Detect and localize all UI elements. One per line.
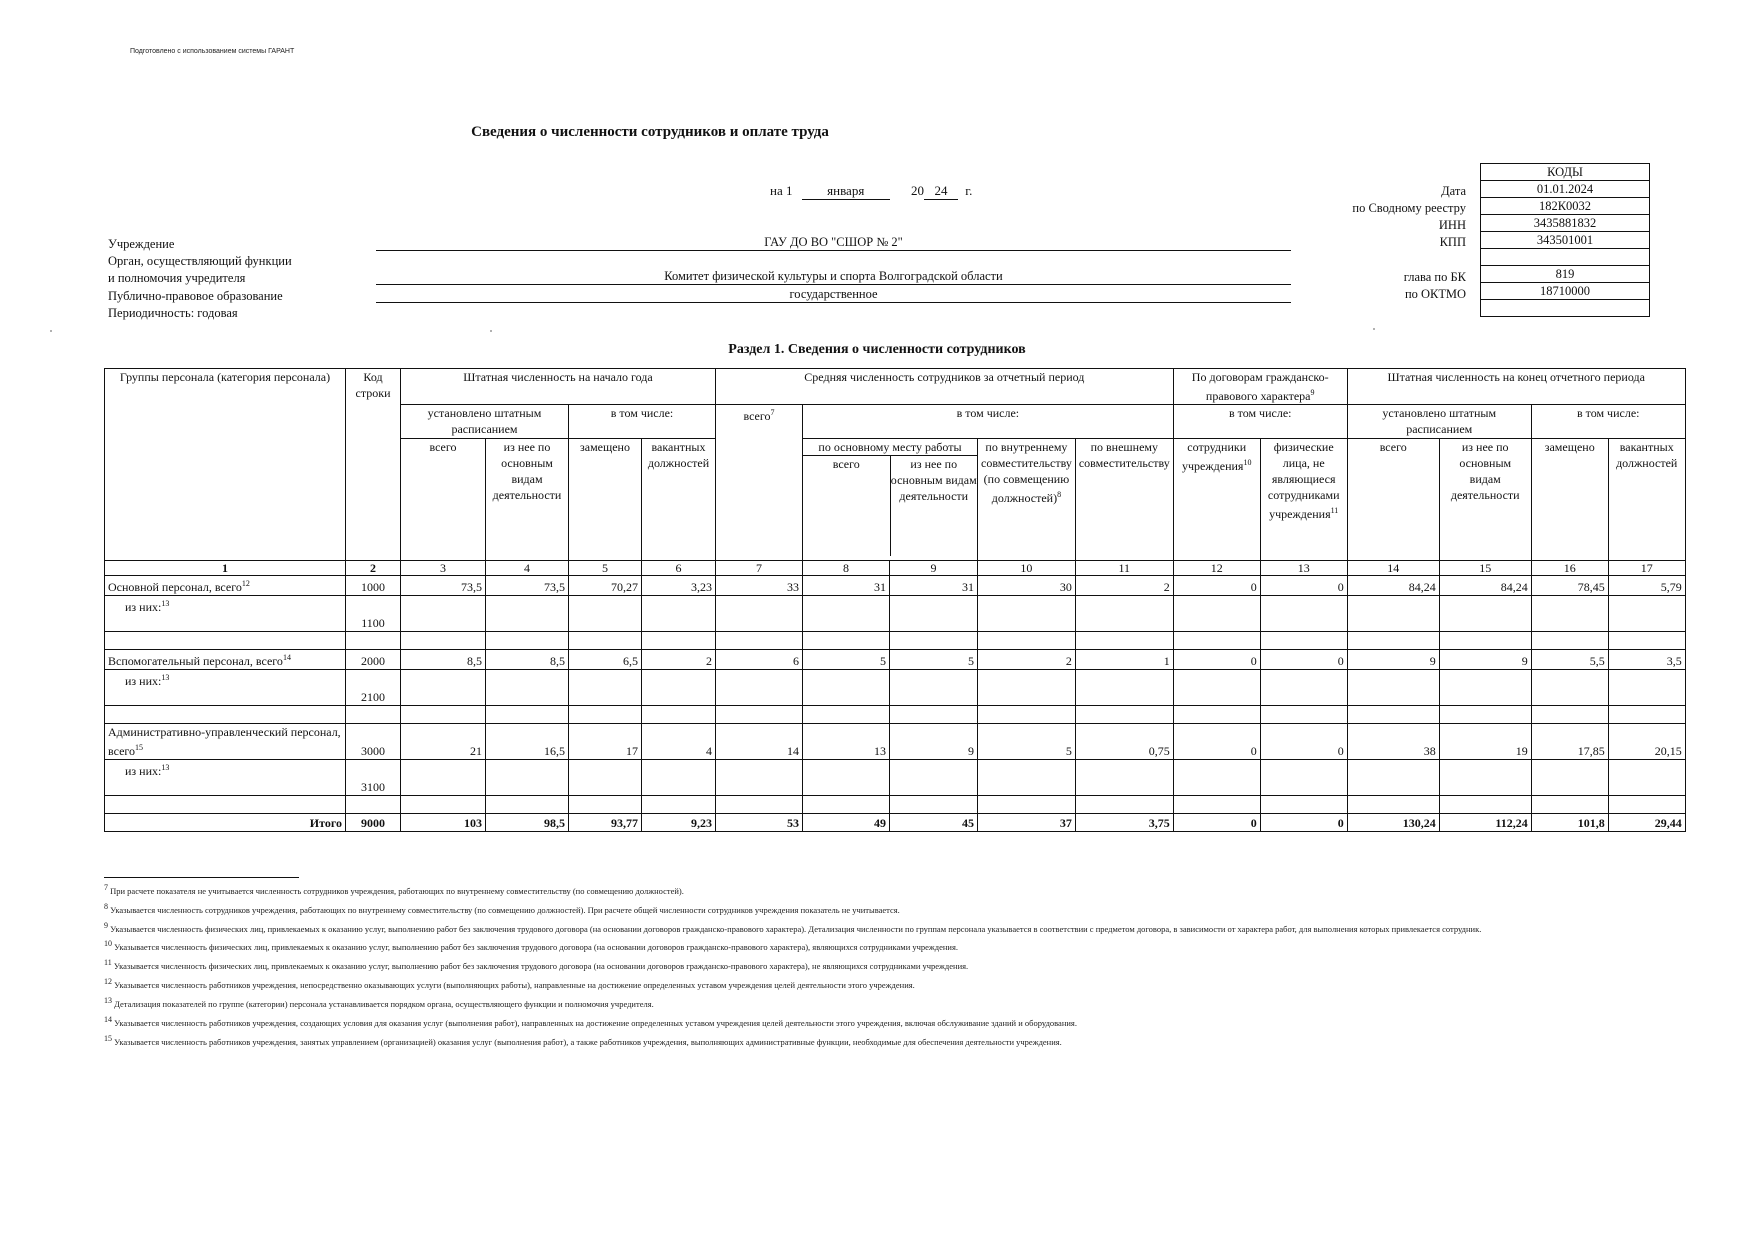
subrow-value: [716, 670, 803, 706]
subrow-value: [642, 670, 716, 706]
date-prefix: на 1: [770, 183, 793, 198]
spacer-cell: [716, 796, 803, 814]
footnote-10: $^{10}$ Указывается численность физических лиц, привлекаемых к оказанию услуг, выполнению работ без заключения трудового договора (на основании договоров гражданско-правового характера), являющихся сотрудниками учреждения.: [104, 939, 959, 953]
spacer-cell: [105, 796, 346, 814]
footnote-8: $^8$ Указывается численность сотрудников учреждения, работающих по внутреннему совместительству (по совмещению должностей). При расчете общей численности сотрудников учреждения показатель не учитывается.: [104, 901, 900, 915]
spacer-cell: [1260, 632, 1347, 650]
codes-empty-row-last: [1481, 300, 1650, 317]
column-number-17: 17: [1608, 561, 1685, 576]
subrow-value: [1075, 596, 1173, 632]
col-main-place: [803, 439, 978, 561]
row-code: 2000: [346, 650, 401, 670]
row-value: 0,75: [1075, 724, 1173, 760]
subrow-value: [1075, 760, 1173, 796]
oktmo-value: 18710000: [1481, 283, 1650, 300]
total-value: 3,75: [1075, 814, 1173, 832]
column-number-3: 3: [401, 561, 486, 576]
spacer-cell: [1347, 632, 1439, 650]
row-value: 5,5: [1531, 650, 1608, 670]
col-header-incl-start: в том числе:: [569, 405, 716, 439]
col-header-contracts-incl: в том числе:: [1173, 405, 1347, 439]
total-value: 112,24: [1439, 814, 1531, 832]
total-value: 53: [716, 814, 803, 832]
subrow-value: [401, 760, 486, 796]
subrow-value: [1173, 596, 1260, 632]
total-value: 9,23: [642, 814, 716, 832]
row-value: 2: [642, 650, 716, 670]
footnote-9: $^9$ Указывается численность физических лиц, привлекаемых к оказанию услуг, выполнению работ без заключения трудового договора (на основании договоров гражданско-правового характера). Детализация численности по группам персонала указывается в соответствии с предметом договора, в зависимости от характера работ, для выполнения которых привлекается сотрудник.: [104, 920, 1482, 934]
col-15: из нее по основным видам деятельности: [1439, 439, 1531, 561]
spacer-cell: [1173, 632, 1260, 650]
spacer-cell: [1075, 796, 1173, 814]
row-value: 84,24: [1439, 576, 1531, 596]
scan-speck: [490, 330, 492, 332]
row-value: 19: [1439, 724, 1531, 760]
subrow-value: [978, 670, 1076, 706]
subrow-value: [1075, 670, 1173, 706]
bk-label: глава по БК: [1403, 270, 1466, 284]
date-code-value: 01.01.2024: [1481, 181, 1650, 198]
subrow-value: [486, 760, 569, 796]
subrow-value: [1531, 670, 1608, 706]
subrow-label: из них:$^{13}$: [105, 670, 346, 706]
total-value: 98,5: [486, 814, 569, 832]
spacer-cell: [401, 632, 486, 650]
spacer-cell: [1531, 706, 1608, 724]
subrow-value: [978, 596, 1076, 632]
column-number-4: 4: [486, 561, 569, 576]
row-value: 6: [716, 650, 803, 670]
col-4: из нее по основным видам деятельности: [486, 439, 569, 561]
spacer-cell: [642, 632, 716, 650]
col-header-avg-incl: в том числе:: [803, 405, 1174, 439]
spacer-cell: [890, 796, 978, 814]
row-value: 70,27: [569, 576, 642, 596]
row-value: 1: [1075, 650, 1173, 670]
col-17: вакантных должностей: [1608, 439, 1685, 561]
row-value: 84,24: [1347, 576, 1439, 596]
column-number-6: 6: [642, 561, 716, 576]
table-spacer-row: [105, 796, 1686, 814]
total-value: 37: [978, 814, 1076, 832]
table-row: [105, 724, 1686, 760]
spacer-cell: [978, 706, 1076, 724]
column-number-8: 8: [803, 561, 890, 576]
spacer-cell: [569, 632, 642, 650]
column-number-7: 7: [716, 561, 803, 576]
spacer-cell: [1531, 632, 1608, 650]
row-value: 0: [1173, 650, 1260, 670]
row-value: 0: [1173, 724, 1260, 760]
col-header-incl-end: в том числе:: [1531, 405, 1685, 439]
spacer-cell: [1347, 706, 1439, 724]
subrow-value: [642, 760, 716, 796]
subrow-value: [569, 670, 642, 706]
subrow-value: [1531, 760, 1608, 796]
column-numbers-row: [105, 561, 1686, 576]
col-header-groups: Группы персонала (категория персонала): [105, 369, 346, 561]
row-value: 9: [1439, 650, 1531, 670]
ppo-label: Публично-правовое образование: [108, 289, 283, 303]
spacer-cell: [1075, 706, 1173, 724]
col-header-staff-start: Штатная численность на начало года: [401, 369, 716, 405]
total-value: 130,24: [1347, 814, 1439, 832]
inn-label: ИНН: [1438, 218, 1466, 232]
garant-note: Подготовлено с использованием системы ГАРАНТ: [130, 48, 295, 55]
oktmo-label: по ОКТМО: [1404, 287, 1466, 301]
row-value: 73,5: [401, 576, 486, 596]
institution-label: Учреждение: [108, 237, 175, 251]
spacer-cell: [803, 632, 890, 650]
row-value: 6,5: [569, 650, 642, 670]
spacer-cell: [978, 796, 1076, 814]
scan-speck: [50, 330, 52, 332]
table-row: [105, 576, 1686, 596]
col-10: по внутреннему совместительству (по совмещению должностей)$^8$: [978, 439, 1076, 561]
subrow-value: [1439, 670, 1531, 706]
subrow-value: [803, 670, 890, 706]
subrow-value: [486, 670, 569, 706]
scan-speck: [1373, 328, 1375, 330]
kpp-label: КПП: [1439, 235, 1466, 249]
col-header-staff-end: Штатная численность на конец отчетного периода: [1347, 369, 1685, 405]
row-value: 5: [890, 650, 978, 670]
row-value: 14: [716, 724, 803, 760]
kpp-value: 343501001: [1481, 232, 1650, 249]
row-value: 31: [803, 576, 890, 596]
spacer-cell: [486, 632, 569, 650]
subrow-value: [716, 760, 803, 796]
row-value: 5: [803, 650, 890, 670]
row-value: 16,5: [486, 724, 569, 760]
date-month: января: [802, 183, 890, 200]
spacer-cell: [1075, 632, 1173, 650]
total-label: Итого: [105, 814, 346, 832]
footnote-14: $^{14}$ Указывается численность работников учреждения, создающих условия для оказания услуг (выполнения работ), направленных на достижение определенных уставом учреждения целей деятельности этого учреждения, включая обслуживание зданий и оборудования.: [104, 1014, 1077, 1028]
footnote-rule: [104, 877, 299, 878]
spacer-cell: [1173, 706, 1260, 724]
founder-label-2: и полномочия учредителя: [108, 271, 246, 285]
spacer-cell: [1531, 796, 1608, 814]
subrow-label: из них:$^{13}$: [105, 596, 346, 632]
column-number-16: 16: [1531, 561, 1608, 576]
document-title: Сведения о численности сотрудников и оплате труда: [471, 124, 829, 140]
subrow-label: из них:$^{13}$: [105, 760, 346, 796]
subrow-value: [890, 596, 978, 632]
subrow-value: [803, 760, 890, 796]
spacer-cell: [1608, 706, 1685, 724]
total-value: 49: [803, 814, 890, 832]
footnote-13: $^{13}$ Детализация показателей по группе (категории) персонала устанавливается порядком органа, осуществляющего функции и полномочия учредителя.: [104, 995, 654, 1009]
row-value: 0: [1260, 650, 1347, 670]
row-value: 30: [978, 576, 1076, 596]
spacer-cell: [642, 796, 716, 814]
spacer-cell: [346, 632, 401, 650]
spacer-cell: [890, 706, 978, 724]
subrow-value: [803, 596, 890, 632]
subrow-value: [1608, 670, 1685, 706]
row-value: 3,23: [642, 576, 716, 596]
codes-empty-row: [1481, 249, 1650, 266]
col-8: всего: [803, 456, 891, 556]
subrow-value: [890, 760, 978, 796]
row-value: 21: [401, 724, 486, 760]
col-13: физические лица, не являющиеся сотрудниками учреждения$^{11}$: [1260, 439, 1347, 561]
col-header-contracts: По договорам гражданско-правового характера$^9$: [1173, 369, 1347, 405]
column-number-11: 11: [1075, 561, 1173, 576]
spacer-cell: [716, 706, 803, 724]
total-code: 9000: [346, 814, 401, 832]
table-row: [105, 650, 1686, 670]
table-spacer-row: [105, 632, 1686, 650]
table-spacer-row: [105, 706, 1686, 724]
spacer-cell: [716, 632, 803, 650]
col-header-code: Код строки: [346, 369, 401, 561]
column-number-5: 5: [569, 561, 642, 576]
spacer-cell: [569, 706, 642, 724]
total-value: 45: [890, 814, 978, 832]
row-value: 9: [1347, 650, 1439, 670]
spacer-cell: [401, 706, 486, 724]
total-value: 0: [1173, 814, 1260, 832]
report-date-line: [770, 183, 972, 200]
spacer-cell: [1260, 796, 1347, 814]
subrow-value: [486, 596, 569, 632]
column-number-14: 14: [1347, 561, 1439, 576]
subrow-value: [890, 670, 978, 706]
column-number-9: 9: [890, 561, 978, 576]
spacer-cell: [105, 706, 346, 724]
col-12: сотрудники учреждения$^{10}$: [1173, 439, 1260, 561]
date-year-prefix: 20: [910, 183, 924, 198]
spacer-cell: [642, 706, 716, 724]
subrow-value: [1260, 596, 1347, 632]
spacer-cell: [803, 706, 890, 724]
row-value: 8,5: [401, 650, 486, 670]
footnote-15: $^{15}$ Указывается численность работников учреждения, занятых управлением (организацией) оказания услуг (выполнения работ), а также работников учреждения, выполняющих административные функции, необходимые для обеспечения деятельности учреждения.: [104, 1033, 1062, 1047]
subrow-value: [716, 596, 803, 632]
ppo-value: государственное: [376, 287, 1291, 303]
row-value: 5: [978, 724, 1076, 760]
codes-header: КОДЫ: [1481, 164, 1650, 181]
row-value: 17: [569, 724, 642, 760]
codes-table: [1480, 163, 1650, 317]
spacer-cell: [1439, 706, 1531, 724]
total-value: 101,8: [1531, 814, 1608, 832]
total-value: 29,44: [1608, 814, 1685, 832]
spacer-cell: [978, 632, 1076, 650]
row-value: 0: [1260, 724, 1347, 760]
row-value: 2: [1075, 576, 1173, 596]
spacer-cell: [803, 796, 890, 814]
subrow-value: [1439, 596, 1531, 632]
footnotes: [104, 880, 1644, 1049]
row-value: 73,5: [486, 576, 569, 596]
subrow-value: [1260, 760, 1347, 796]
spacer-cell: [890, 632, 978, 650]
column-number-12: 12: [1173, 561, 1260, 576]
col-3: всего: [401, 439, 486, 561]
founder-label-1: Орган, осуществляющий функции: [108, 254, 292, 268]
spacer-cell: [569, 796, 642, 814]
spacer-cell: [105, 632, 346, 650]
spacer-cell: [346, 796, 401, 814]
row-value: 5,79: [1608, 576, 1685, 596]
column-number-10: 10: [978, 561, 1076, 576]
col-header-avg: Средняя численность сотрудников за отчетный период: [716, 369, 1174, 405]
table-subrow: [105, 760, 1686, 796]
subrow-value: [1347, 596, 1439, 632]
spacer-cell: [486, 796, 569, 814]
subrow-value: [1173, 760, 1260, 796]
spacer-cell: [1439, 796, 1531, 814]
date-year: 24: [924, 183, 958, 200]
total-row: [105, 814, 1686, 832]
row-value: 20,15: [1608, 724, 1685, 760]
row-value: 2: [978, 650, 1076, 670]
institution-value: ГАУ ДО ВО "СШОР № 2": [376, 235, 1291, 251]
row-code: 1000: [346, 576, 401, 596]
subrow-code: 1100: [346, 596, 401, 632]
spacer-cell: [1608, 632, 1685, 650]
col-11: по внешнему совместительству: [1075, 439, 1173, 561]
row-value: 38: [1347, 724, 1439, 760]
col-5: замещено: [569, 439, 642, 561]
subrow-value: [401, 596, 486, 632]
row-name: Административно-управленческий персонал, всего$^{15}$: [105, 724, 346, 760]
total-value: 103: [401, 814, 486, 832]
subrow-value: [1347, 760, 1439, 796]
subrow-value: [1173, 670, 1260, 706]
subrow-value: [1439, 760, 1531, 796]
spacer-cell: [1439, 632, 1531, 650]
spacer-cell: [1608, 796, 1685, 814]
subrow-code: 2100: [346, 670, 401, 706]
subrow-value: [1531, 596, 1608, 632]
subrow-value: [1608, 596, 1685, 632]
subrow-value: [569, 596, 642, 632]
row-code: 3000: [346, 724, 401, 760]
registry-code-value: 182К0032: [1481, 198, 1650, 215]
col-6: вакантных должностей: [642, 439, 716, 561]
col-main-place-label: по основному месту работы: [803, 439, 977, 456]
total-value: 93,77: [569, 814, 642, 832]
periodicity-label: Периодичность: годовая: [108, 306, 238, 320]
row-value: 33: [716, 576, 803, 596]
staff-table: [104, 368, 1686, 832]
col-header-established-start: установлено штатным расписанием: [401, 405, 569, 439]
row-value: 8,5: [486, 650, 569, 670]
spacer-cell: [486, 706, 569, 724]
row-value: 4: [642, 724, 716, 760]
row-value: 31: [890, 576, 978, 596]
col-16: замещено: [1531, 439, 1608, 561]
date-suffix: г.: [965, 183, 973, 198]
subrow-code: 3100: [346, 760, 401, 796]
registry-code-label: по Сводному реестру: [1352, 201, 1466, 215]
row-value: 13: [803, 724, 890, 760]
col-9: из нее по основным видам деятельности: [890, 457, 977, 503]
spacer-cell: [1260, 706, 1347, 724]
spacer-cell: [1347, 796, 1439, 814]
table-subrow: [105, 596, 1686, 632]
founder-value: Комитет физической культуры и спорта Волгоградской области: [376, 269, 1291, 285]
subrow-value: [1260, 670, 1347, 706]
row-value: 78,45: [1531, 576, 1608, 596]
spacer-cell: [401, 796, 486, 814]
subrow-value: [569, 760, 642, 796]
row-value: 0: [1173, 576, 1260, 596]
table-subrow: [105, 670, 1686, 706]
row-value: 17,85: [1531, 724, 1608, 760]
inn-value: 3435881832: [1481, 215, 1650, 232]
row-value: 3,5: [1608, 650, 1685, 670]
row-value: 9: [890, 724, 978, 760]
total-value: 0: [1260, 814, 1347, 832]
subrow-value: [642, 596, 716, 632]
spacer-cell: [346, 706, 401, 724]
section-title: Раздел 1. Сведения о численности сотрудников: [728, 342, 1026, 357]
col-header-established-end: установлено штатным расписанием: [1347, 405, 1531, 439]
column-number-13: 13: [1260, 561, 1347, 576]
bk-value: 819: [1481, 266, 1650, 283]
spacer-cell: [1173, 796, 1260, 814]
col-header-avg-total: всего$^7$: [716, 405, 803, 561]
col-14: всего: [1347, 439, 1439, 561]
column-number-15: 15: [1439, 561, 1531, 576]
column-number-2: 2: [346, 561, 401, 576]
date-code-label: Дата: [1441, 184, 1466, 198]
footnote-12: $^{12}$ Указывается численность работников учреждения, непосредственно оказывающих услуги (выполняющих работы), направленные на достижение определенных уставом учреждения целей деятельности этого учреждения.: [104, 977, 915, 990]
footnote-11: $^{11}$ Указывается численность физических лиц, привлекаемых к оказанию услуг, выполнению работ без заключения трудового договора (на основании договоров гражданско-правового характера), не являющихся сотрудниками учреждения.: [104, 958, 969, 972]
subrow-value: [1608, 760, 1685, 796]
column-number-1: 1: [105, 561, 346, 576]
subrow-value: [978, 760, 1076, 796]
row-value: 0: [1260, 576, 1347, 596]
subrow-value: [1347, 670, 1439, 706]
footnote-7: $^7$ При расчете показателя не учитывается численность сотрудников учреждения, работающих по внутреннему совместительству (по совмещению должностей).: [104, 883, 684, 896]
row-name: Вспомогательный персонал, всего$^{14}$: [105, 650, 346, 670]
subrow-value: [401, 670, 486, 706]
row-name: Основной персонал, всего$^{12}$: [105, 576, 346, 596]
